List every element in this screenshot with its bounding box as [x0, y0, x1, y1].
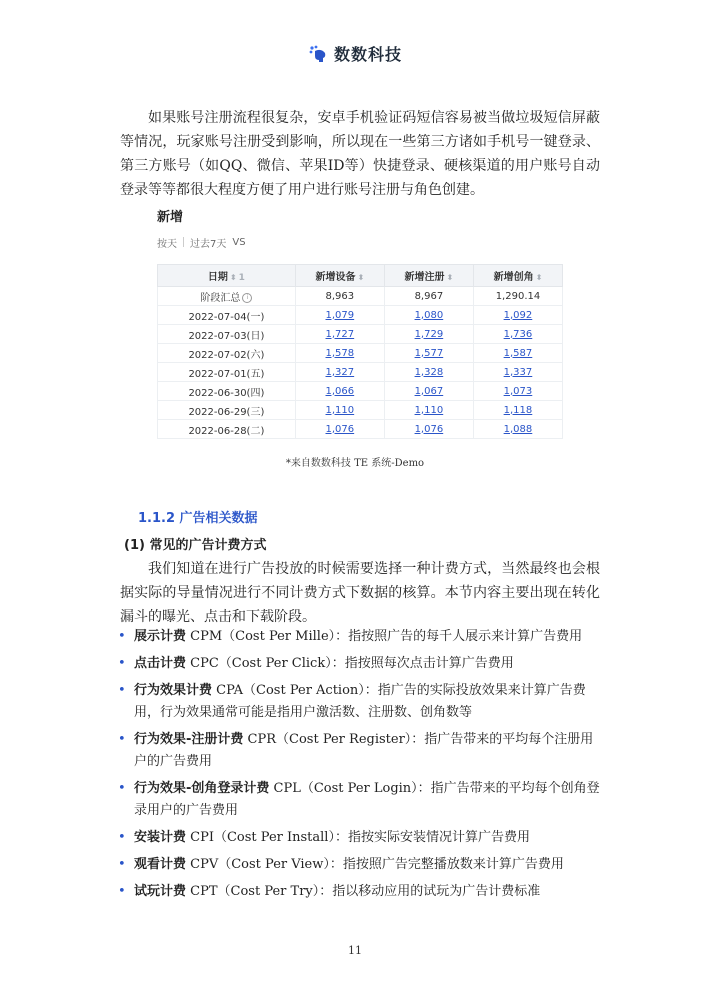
- row-devices-link[interactable]: 1,066: [295, 382, 384, 401]
- row-date: 2022-06-28(二): [158, 420, 296, 439]
- body-paragraph: 我们知道在进行广告投放的时候需要选择一种计费方式，当然最终也会根据实际的导量情况进行不同计费方式下数据的核算。本节内容主要出现在转化漏斗的曝光、点击和下载阶段。: [120, 561, 600, 625]
- list-item: [118, 854, 600, 876]
- bullet-icon: •: [118, 683, 126, 698]
- column-header-roles[interactable]: 新增创角 ⬍: [473, 265, 562, 287]
- row-registers-link[interactable]: 1,110: [384, 401, 473, 420]
- table-row: [158, 401, 563, 420]
- bullet-term: 行为效果计费: [134, 683, 213, 698]
- table-row: [158, 325, 563, 344]
- row-date: 2022-07-01(五): [158, 363, 296, 382]
- page-header: [0, 42, 710, 65]
- brand-name: 数数科技: [333, 45, 402, 64]
- bullet-icon: •: [118, 830, 126, 845]
- list-item: [118, 729, 600, 773]
- intro-paragraph: 如果账号注册流程很复杂，安卓手机验证码短信容易被当做垃圾短信屏蔽等情况，玩家账号注册受到影响，所以现在一些第三方诸如手机号一键登录、第三方账号（如QQ、微信、苹果ID等）快捷登录、硬核渠道的用户账号自动登录等等都很大程度方便了用户进行账号注册与角色创建。: [120, 110, 600, 198]
- bullet-icon: •: [118, 656, 126, 671]
- row-roles-link[interactable]: 1,587: [473, 344, 562, 363]
- bullet-term: 安装计费: [134, 830, 187, 845]
- row-roles-link[interactable]: 1,092: [473, 306, 562, 325]
- bullet-icon: •: [118, 884, 126, 899]
- bullet-text: CPT（Cost Per Try）：指以移动应用的试玩为广告计费标准: [186, 884, 541, 899]
- sort-icon[interactable]: ⬍: [446, 273, 454, 282]
- bullet-term: 展示计费: [134, 629, 187, 644]
- row-registers-link[interactable]: 1,067: [384, 382, 473, 401]
- list-item: [118, 680, 600, 724]
- list-item: [118, 778, 600, 822]
- sort-icon[interactable]: ⬍: [229, 273, 237, 282]
- list-item: [118, 626, 600, 648]
- sub-heading: (1) 常见的广告计费方式: [124, 538, 267, 553]
- bullet-term: 点击计费: [134, 656, 187, 671]
- bullet-icon: •: [118, 629, 126, 644]
- filter-divider: [183, 237, 184, 247]
- bullet-text: CPC（Cost Per Click）：指按照每次点击计算广告费用: [186, 656, 514, 671]
- row-date: 2022-07-02(六): [158, 344, 296, 363]
- sort-icon[interactable]: ⬍: [357, 273, 365, 282]
- table-row: [158, 306, 563, 325]
- info-icon[interactable]: i: [242, 293, 252, 303]
- summary-devices: 8,963: [295, 287, 384, 306]
- bullet-text: CPA（Cost Per Action）：指广告的实际投放效果来计算广告费用，行为效果通常可能是指用户激活数、注册数、创角数等: [134, 683, 586, 720]
- card-title: 新增: [157, 210, 184, 225]
- bullet-text: CPR（Cost Per Register）：指广告带来的平均每个注册用户的广告费用: [134, 732, 594, 769]
- summary-label: 阶段汇总: [200, 292, 241, 304]
- row-date: 2022-07-04(一): [158, 306, 296, 325]
- row-roles-link[interactable]: 1,088: [473, 420, 562, 439]
- data-table: [157, 264, 563, 439]
- column-header-registers[interactable]: 新增注册 ⬍: [384, 265, 473, 287]
- row-registers-link[interactable]: 1,076: [384, 420, 473, 439]
- summary-roles: 1,290.14: [473, 287, 562, 306]
- column-header-date[interactable]: 日期 ⬍ 1: [158, 265, 296, 287]
- filter-compare[interactable]: VS: [232, 236, 246, 248]
- row-registers-link[interactable]: 1,328: [384, 363, 473, 382]
- billing-methods-list: [118, 626, 600, 908]
- row-devices-link[interactable]: 1,076: [295, 420, 384, 439]
- bullet-term: 试玩计费: [134, 884, 187, 899]
- table-row: [158, 344, 563, 363]
- row-date: 2022-07-03(日): [158, 325, 296, 344]
- row-devices-link[interactable]: 1,327: [295, 363, 384, 382]
- section-heading: 1.1.2 广告相关数据: [138, 511, 258, 526]
- table-row: [158, 420, 563, 439]
- bullet-text: CPV（Cost Per View）：指按照广告完整播放数来计算广告费用: [186, 857, 564, 872]
- column-header-devices[interactable]: 新增设备 ⬍: [295, 265, 384, 287]
- page-number: 11: [348, 944, 362, 957]
- list-item: [118, 881, 600, 903]
- bullet-term: 观看计费: [134, 857, 187, 872]
- row-roles-link[interactable]: 1,073: [473, 382, 562, 401]
- list-item: [118, 827, 600, 849]
- table-row: [158, 382, 563, 401]
- row-registers-link[interactable]: 1,577: [384, 344, 473, 363]
- row-registers-link[interactable]: 1,080: [384, 306, 473, 325]
- bullet-icon: •: [118, 732, 126, 747]
- row-devices-link[interactable]: 1,578: [295, 344, 384, 363]
- new-users-table-card: [157, 206, 563, 439]
- bullet-icon: •: [118, 781, 126, 796]
- summary-row: [158, 287, 563, 306]
- bullet-term: 行为效果-创角登录计费: [134, 781, 270, 796]
- bullet-text: CPM（Cost Per Mille）：指按照广告的每千人展示来计算广告费用: [186, 629, 583, 644]
- row-devices-link[interactable]: 1,727: [295, 325, 384, 344]
- row-devices-link[interactable]: 1,079: [295, 306, 384, 325]
- table-row: [158, 363, 563, 382]
- row-date: 2022-06-30(四): [158, 382, 296, 401]
- bullet-term: 行为效果-注册计费: [134, 732, 244, 747]
- sort-order-badge: 1: [238, 273, 245, 283]
- row-devices-link[interactable]: 1,110: [295, 401, 384, 420]
- list-item: [118, 653, 600, 675]
- summary-registers: 8,967: [384, 287, 473, 306]
- filter-granularity[interactable]: 按天: [157, 238, 177, 250]
- bullet-icon: •: [118, 857, 126, 872]
- sort-icon[interactable]: ⬍: [535, 273, 543, 282]
- row-roles-link[interactable]: 1,736: [473, 325, 562, 344]
- figure-caption: *来自数数科技 TE 系统-Demo: [285, 458, 425, 469]
- row-roles-link[interactable]: 1,337: [473, 363, 562, 382]
- row-roles-link[interactable]: 1,118: [473, 401, 562, 420]
- row-registers-link[interactable]: 1,729: [384, 325, 473, 344]
- bullet-text: CPI（Cost Per Install）：指按实际安装情况计算广告费用: [186, 830, 530, 845]
- bullet-text: CPL（Cost Per Login）：指广告带来的平均每个创角登录用户的广告费用: [134, 781, 600, 818]
- brand-logo-icon: [308, 44, 328, 64]
- row-date: 2022-06-29(三): [158, 401, 296, 420]
- filter-bar: [157, 234, 563, 250]
- filter-range[interactable]: 过去7天: [190, 238, 227, 250]
